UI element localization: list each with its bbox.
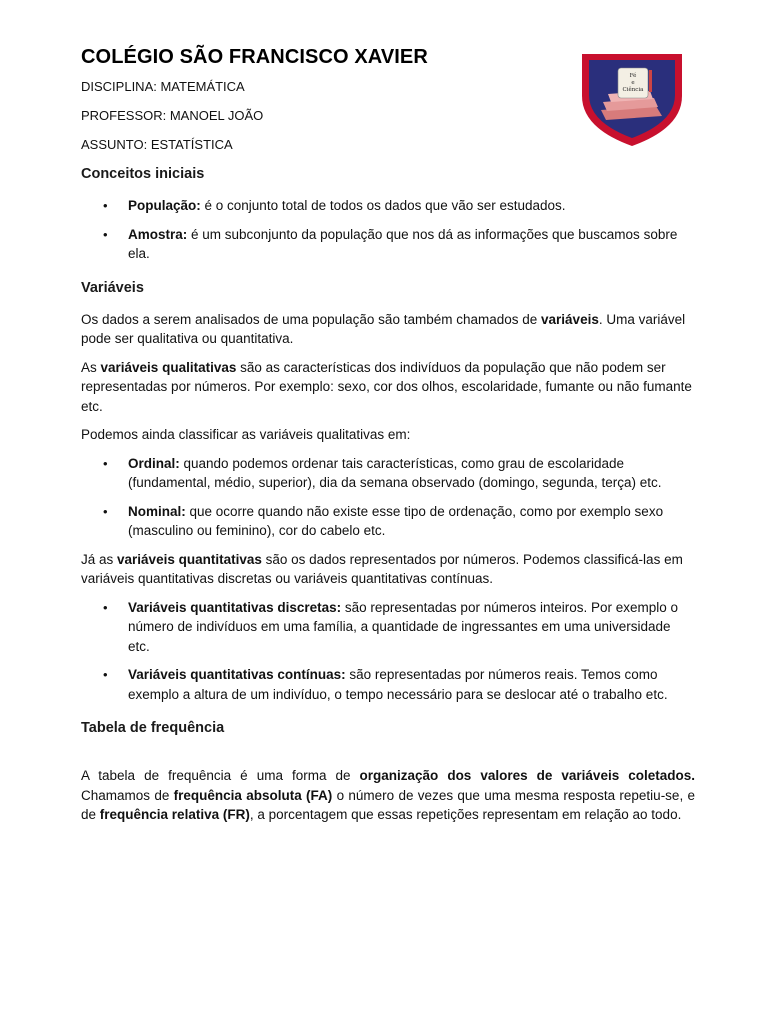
motto-line-3: Ciência [622, 87, 644, 93]
text: . Uma variável pode ser qualitativa ou quantitativa. [81, 311, 686, 346]
text: As [81, 359, 101, 375]
text: Os dados a serem analisados de uma população são também chamados de [81, 311, 542, 327]
school-title: COLÉGIO SÃO FRANCISCO XAVIER [81, 46, 428, 68]
list-item [81, 502, 695, 541]
discipline-line: DISCIPLINA: MATEMÁTICA [81, 79, 245, 94]
paragraph [81, 766, 695, 825]
definition: são representadas por números reais. Temos como exemplo a altura de um indivíduo, o tempo necessário para se deslocar até o trabalho etc. [128, 667, 668, 702]
definition: é o conjunto total de todos os dados que vão ser estudados. [200, 198, 566, 213]
paragraph [81, 358, 695, 417]
section-heading-tabela: Tabela de frequência [81, 720, 225, 736]
motto-line-1: Fé [629, 73, 637, 79]
bullet: • [103, 226, 108, 242]
bullet: • [103, 455, 108, 471]
definition: que ocorre quando não existe esse tipo de ordenação, como por exemplo sexo (masculino ou feminino), cor do cabelo etc. [128, 503, 664, 538]
text: , a porcentagem que essas repetições representam em relação ao todo. [249, 807, 682, 822]
term: Variáveis quantitativas contínuas: [128, 667, 346, 682]
term: Amostra: [128, 226, 188, 242]
text: são as características dos indivíduos da população que não podem ser representadas por números. Por exemplo: sexo, cor dos olhos, escolaridade, fumante ou não fumante etc. [81, 359, 692, 414]
text: Já as [81, 551, 118, 567]
bold-text: frequência absoluta (FA) [173, 787, 333, 803]
definition: quando podemos ordenar tais características, como grau de escolaridade (fundamental, médio, superior), dia da semana observado (domingo, segunda, terça) etc. [128, 455, 662, 490]
bold-text: organização dos valores de variáveis coletados. [359, 768, 695, 783]
main-content [81, 164, 695, 834]
bold-text: frequência relativa (FR) [99, 807, 250, 822]
bullet: • [103, 667, 108, 682]
text: o número de vezes que uma mesma resposta repetiu-se, e de [81, 787, 696, 822]
list-item [81, 454, 695, 493]
qualitative-list [81, 454, 695, 541]
term: População: [128, 198, 201, 213]
bullet: • [103, 198, 108, 213]
section-heading-variaveis: Variáveis [81, 279, 144, 296]
term: Variáveis quantitativas discretas: [128, 599, 342, 615]
school-crest-logo [578, 48, 686, 148]
bullet: • [103, 503, 108, 519]
subject-line: ASSUNTO: ESTATÍSTICA [81, 137, 233, 152]
paragraph [81, 310, 695, 349]
term: Nominal: [128, 503, 186, 519]
list-item [81, 225, 695, 264]
bold-text: variáveis qualitativas [100, 359, 237, 375]
paragraph [81, 550, 695, 589]
list-item [81, 598, 695, 657]
text: Chamamos de [81, 787, 174, 803]
term: Ordinal: [128, 455, 180, 471]
list-item [81, 665, 695, 704]
text: A tabela de frequência é uma forma de [81, 768, 360, 783]
quantitative-list [81, 598, 695, 705]
list-item [81, 196, 695, 216]
text: são os dados representados por números. Podemos classificá-las em variáveis quantitativas discretas ou variáveis quantitativas contínuas. [81, 551, 683, 586]
definition: são representadas por números inteiros. Por exemplo o número de indivíduos em uma família, a quantidade de ingressantes em uma universidade etc. [128, 599, 679, 654]
paragraph: Podemos ainda classificar as variáveis qualitativas em: [81, 427, 411, 442]
concepts-list [81, 196, 695, 264]
teacher-line: PROFESSOR: MANOEL JOÃO [81, 108, 264, 123]
frequency-section [81, 718, 695, 825]
bullet: • [103, 599, 108, 615]
motto-line-2: e [631, 80, 635, 86]
bold-text: variáveis [541, 311, 599, 327]
bold-text: variáveis quantitativas [117, 551, 262, 567]
pen-icon [649, 70, 652, 92]
section-heading-conceitos: Conceitos iniciais [81, 166, 205, 182]
definition: é um subconjunto da população que nos dá as informações que buscamos sobre ela. [128, 226, 678, 261]
